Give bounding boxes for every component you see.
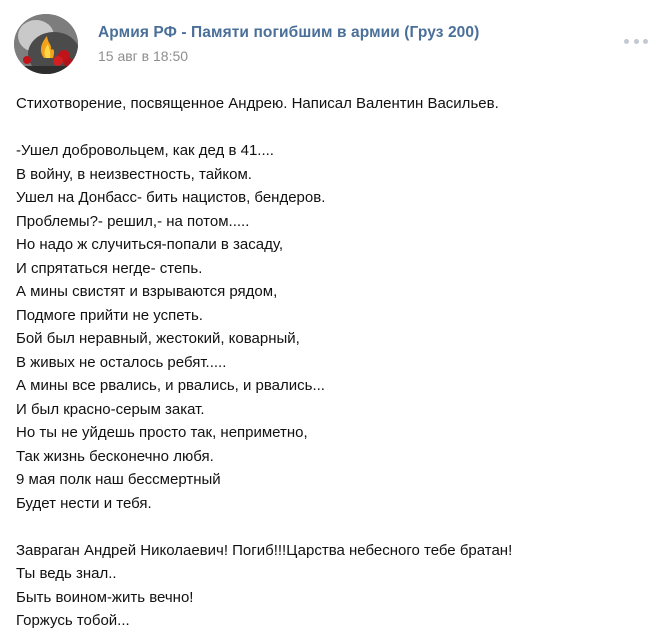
more-dots-icon[interactable] — [624, 36, 648, 46]
dot — [624, 39, 629, 44]
closing-text — [16, 539, 646, 633]
poem-line: Проблемы?- решил,- на потом..... — [16, 212, 250, 230]
post-author-link[interactable]: Армия РФ - Памяти погибшим в армии (Груз 200) — [98, 24, 480, 41]
paragraph-gap — [16, 116, 646, 140]
poem-line: Ушел на Донбасс- бить нацистов, бендеров. — [16, 189, 326, 206]
dot — [643, 39, 648, 44]
closing-line: Ты ведь знал.. — [16, 565, 117, 582]
group-avatar[interactable] — [14, 14, 78, 74]
poem-line: Подмоге прийти не успеть. — [16, 306, 203, 324]
closing-line: Горжусь тобой... — [16, 612, 130, 629]
poem-line: А мины все рвались, и рвались, и рвались... — [16, 377, 325, 394]
poem-line: И был красно-серым закат. — [16, 400, 205, 418]
poem-line: -Ушел добровольцем, как дед в 41.... — [16, 142, 274, 159]
poem-line: И спрятаться негде- степь. — [16, 259, 203, 277]
poem-line: Но надо ж случиться-попали в засаду, — [16, 236, 284, 253]
poem-line: А мины свистят и взрываются рядом, — [16, 283, 278, 300]
poem-line: Будет нести и тебя. — [16, 494, 152, 512]
poem-line: В войну, в неизвестность, тайком. — [16, 165, 252, 183]
post-text — [16, 92, 646, 633]
dot — [634, 39, 639, 44]
poem — [16, 139, 646, 515]
poem-line: Бой был неравный, жестокий, коварный, — [16, 330, 300, 347]
poem-line: 9 мая полк наш бессмертный — [16, 471, 221, 488]
closing-line: Завраган Андрей Николаевич! Погиб!!!Царства небесного тебе братан! — [16, 541, 513, 559]
poem-line: В живых не осталось ребят..... — [16, 353, 227, 371]
post-intro: Стихотворение, посвященное Андрею. Написал Валентин Васильев. — [16, 95, 499, 112]
post-header — [14, 14, 648, 74]
poem-line: Но ты не уйдешь просто так, неприметно, — [16, 424, 308, 441]
paragraph-gap — [16, 515, 646, 539]
post-date[interactable]: 15 авг в 18:50 — [98, 48, 189, 64]
poem-line: Так жизнь бесконечно любя. — [16, 447, 214, 465]
closing-line: Быть воином-жить вечно! — [16, 588, 194, 606]
memorial-flame-icon — [14, 14, 78, 74]
